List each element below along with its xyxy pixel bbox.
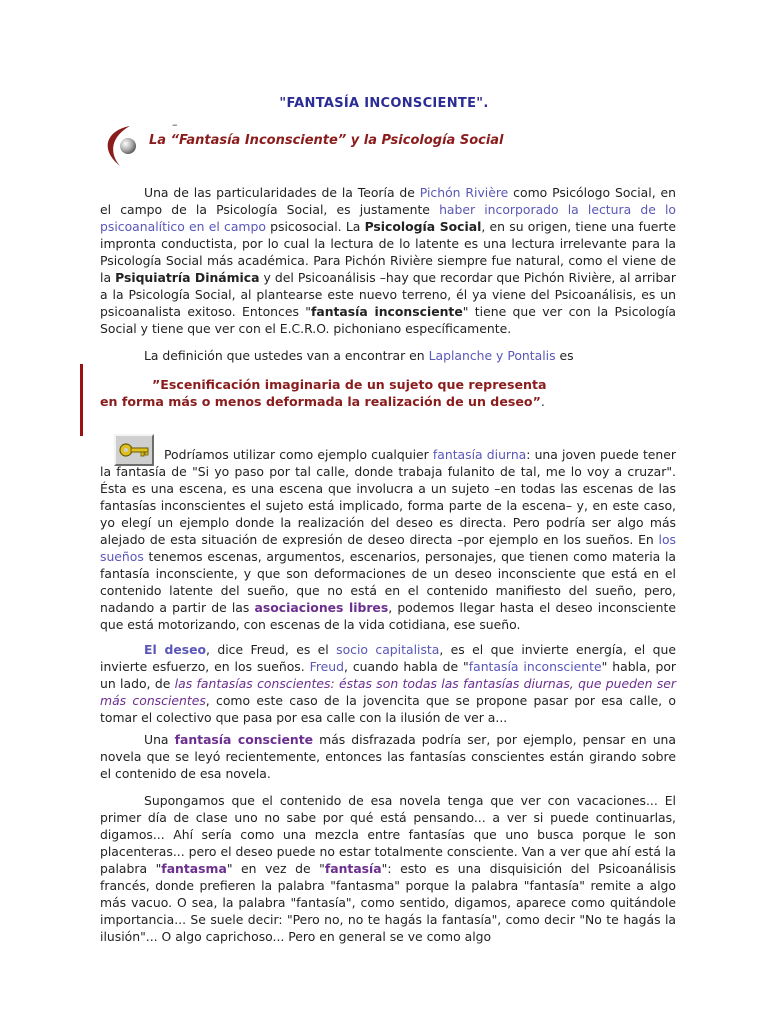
- paragraph-4: [100, 641, 676, 726]
- quote-bar: [80, 364, 83, 436]
- link-asociaciones-libres[interactable]: asociaciones libres: [254, 600, 389, 615]
- text: es: [555, 348, 574, 363]
- text: , cuando habla de ": [344, 659, 469, 674]
- link-socio-capitalista[interactable]: socio capitalista: [336, 642, 440, 657]
- text: Una de las particularidades de la Teoría de: [144, 185, 420, 200]
- text: Supongamos que el contenido de esa novela tenga que ver con vacaciones... El primer día de clase uno no sabe por qué está pensando... a ver si puede continuarlas, digamos... Ahí sería como una mezcla entre fantasías que uno busca porque le son placenteras... pero el deseo puede no estar totalmente consciente. Van a ver que ahí está la palabra ": [100, 793, 676, 876]
- paragraph-3: [100, 446, 676, 633]
- bold-term: Psicología Social: [364, 219, 482, 234]
- paragraph-5: [100, 731, 676, 782]
- link-fantasma[interactable]: fantasma: [161, 861, 227, 876]
- text: más disfrazada podría ser, por ejemplo, pensar en una novela que se leyó recientemente, entonces las fantasías conscientes están girando sobre el contenido de esa novela.: [100, 732, 676, 781]
- link-el-deseo[interactable]: El deseo: [144, 642, 207, 657]
- paragraph-1: [100, 184, 676, 337]
- text: Una: [144, 732, 175, 747]
- text: tenemos escenas, argumentos, escenarios, personajes, que tienen como materia la fantasía inconsciente, y que son deformaciones de un deseo inconsciente que está en el contenido latente del sueño, que no está en el contenido manifiesto del sueño, pero, nadando a partir de las: [100, 549, 676, 615]
- link-los-suenos[interactable]: los sueños: [100, 532, 676, 564]
- text: : una joven puede tener la fantasía de "Si yo paso por tal calle, donde trabaja fulanito de tal, me lo voy a cruzar". Ésta es una escena, es una escena que involucra a un sujeto –en todas las escenas de las fantasías inconscientes el sujeto está implicado, forma parte de la escena– y, en este caso, yo elegí un ejemplo donde la realización del deseo es directa. Pero podría ser algo más alejado de esta situación de expresión de deseo directa –por ejemplo en los sueños. En: [100, 447, 676, 547]
- text: La definición que ustedes van a encontrar en: [144, 348, 429, 363]
- paragraph-2: [100, 347, 676, 364]
- text: ": esto es una disquisición del Psicoanálisis francés, donde prefieren la palabra "fantasma" porque la palabra "fantasía" remite a algo más vacuo. O sea, la palabra "fantasía", como sentido, digamos, aparece como quitándole importancia... Se suele decir: "Pero no, no te hagás la fantasía", como decir "No te hagás la ilusión"... O algo caprichoso... Pero en general se ve como algo: [100, 861, 676, 944]
- text: , dice Freud, es el: [206, 642, 337, 657]
- quote-line-2: en forma más o menos deformada la realización de un deseo: [100, 394, 533, 409]
- bold-term: Psiquiatría Dinámica: [115, 270, 260, 285]
- text: " tiene que ver con la Psicología Social y tiene que ver con el E.C.R.O. pichoniano específicamente.: [100, 304, 677, 336]
- link-freud[interactable]: Freud: [309, 659, 345, 674]
- text: , como este caso de la jovencita que se propone pasar por esa calle, o tomar el colectivo que pasa por esa calle con la ilusión de ver a...: [100, 693, 676, 725]
- link-pichon-riviere[interactable]: Pichón Rivière: [419, 185, 509, 200]
- section-subtitle: La “Fantasía Inconsciente” y la Psicología Social: [149, 133, 504, 148]
- definition-quote: [100, 376, 660, 410]
- text: " habla, por un lado, de: [100, 659, 676, 691]
- link-fantasia-inconsciente[interactable]: fantasía inconsciente: [468, 659, 602, 674]
- link-fantasia-consciente[interactable]: fantasía consciente: [174, 732, 314, 747]
- text: , es el que invierte energía, el que invierte esfuerzo, en los sueños.: [100, 642, 676, 674]
- header-dash: –: [172, 118, 178, 131]
- link-laplanche-pontalis[interactable]: Laplanche y Pontalis: [428, 348, 556, 363]
- text: psicosocial. La: [265, 219, 365, 234]
- link-lectura-psicoanalitico[interactable]: haber incorporado la lectura de lo psicoanalítico en el campo: [100, 202, 676, 234]
- quote-line-1: ”Escenificación imaginaria de un sujeto que representa: [152, 377, 547, 392]
- text: " en vez de ": [226, 861, 325, 876]
- text: , en su origen, tiene una fuerte impronta conductista, por lo cual la lectura de lo latente es una lectura irrelevante para la Psicología Social más académica. Para Pichón Rivière siempre fue natural, como el viene de la: [100, 219, 677, 285]
- text: como Psicólogo Social, en el campo de la Psicología Social, es justamente: [100, 185, 676, 217]
- sphere-swoosh-icon: [100, 122, 150, 170]
- bold-term: fantasía inconsciente: [310, 304, 463, 319]
- page-title: "FANTASÍA INCONSCIENTE".: [279, 96, 489, 111]
- link-fantasia-diurna[interactable]: fantasía diurna: [432, 447, 527, 462]
- quote-end: .: [540, 394, 545, 409]
- text: y del Psicoanálisis –hay que recordar que Pichón Rivière, al arribar a la Psicología Social, al plantearse este nuevo terreno, él ya viene del Psicoanálisis, es un psicoanalista exitoso. Entonces ": [100, 270, 676, 319]
- text: , podemos llegar hasta el deseo inconsciente que está motorizando, con escenas de la vida cotidiana, ese sueño.: [100, 600, 676, 632]
- text: Podríamos utilizar como ejemplo cualquier: [164, 447, 433, 462]
- link-fantasias-conscientes[interactable]: las fantasías conscientes: éstas son todas las fantasías diurnas, que pueden ser más conscientes: [100, 676, 676, 708]
- quote-close: ”: [532, 394, 541, 409]
- link-fantasia[interactable]: fantasía: [324, 861, 382, 876]
- paragraph-6: [100, 792, 676, 945]
